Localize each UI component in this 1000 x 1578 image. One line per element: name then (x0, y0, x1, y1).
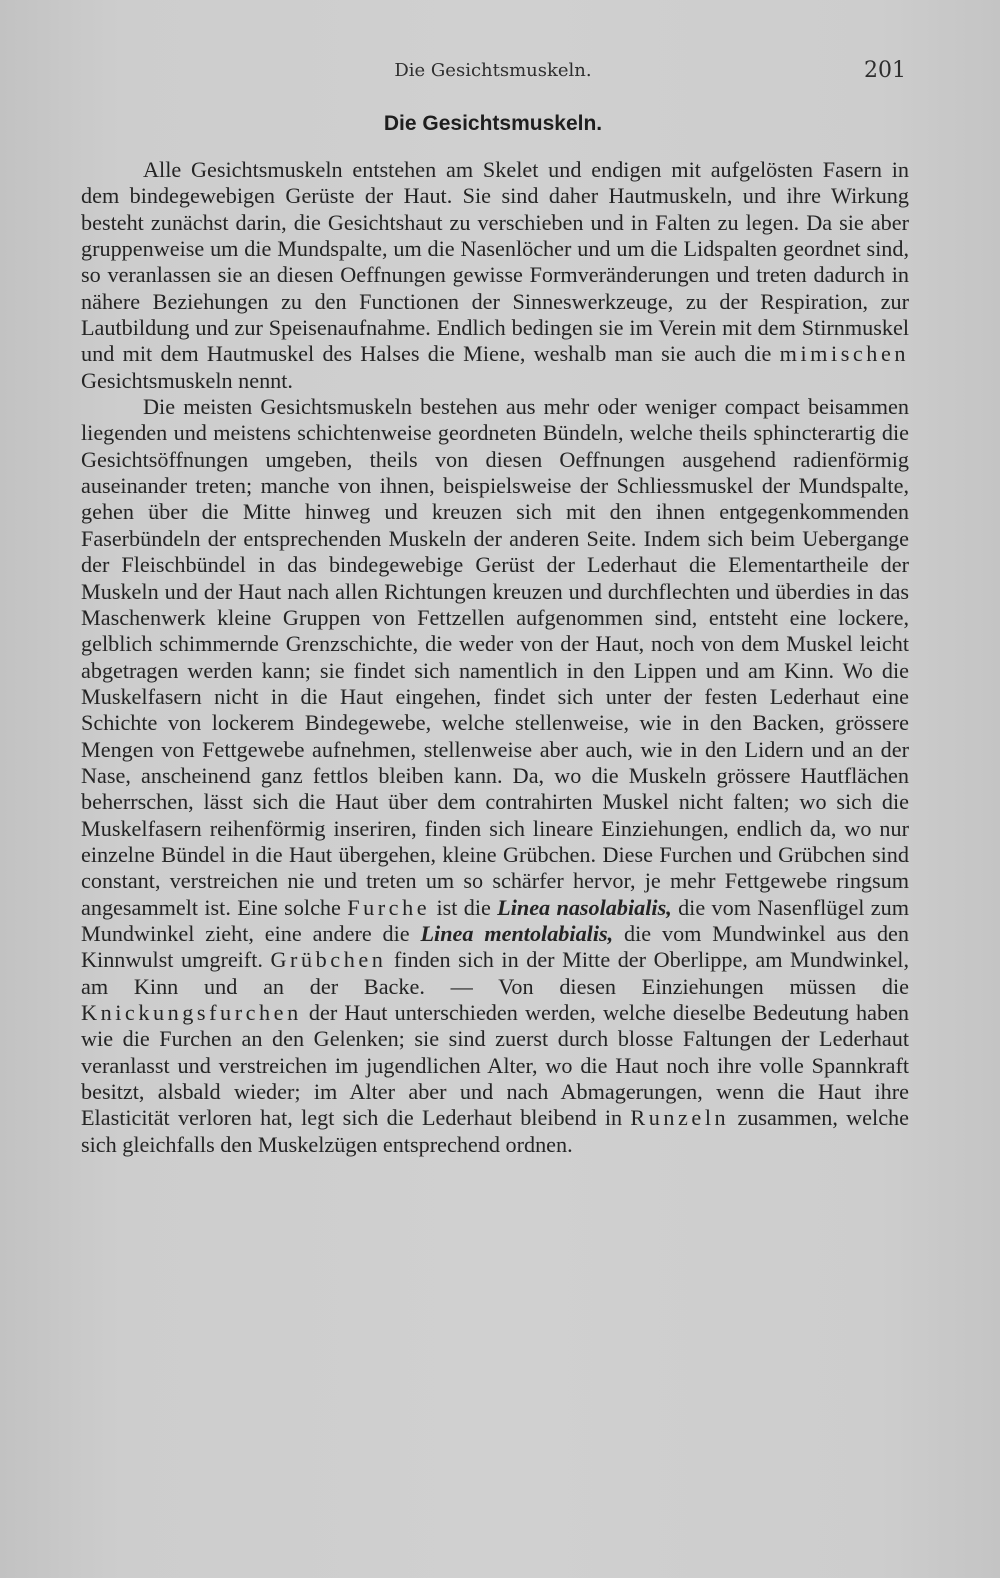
latin-term: Linea mentolabialis, (420, 920, 614, 946)
latin-term: Linea nasolabialis, (497, 894, 672, 920)
text-run: finden sich in der Mitte der Oberlippe, am Mundwinkel, am Kinn und an der Backe. — Von diesen Einziehungen müssen die (81, 947, 909, 999)
section-title: Die Gesichtsmuskeln. (383, 112, 603, 135)
spaced-term: Furche (347, 894, 431, 920)
page-number: 201 (864, 58, 906, 83)
spaced-term: Runzeln (630, 1105, 730, 1131)
body-text (81, 157, 909, 1158)
paragraph-1 (81, 157, 909, 394)
text-run: der Haut unterschieden werden, welche dieselbe Bedeutung haben wie die Furchen an den Gelenken; sie sind zuerst durch blosse Faltungen der Lederhaut veranlasst und verstreichen im jugendlichen Alter, wo die Haut noch ihre volle Spannkraft besitzt, alsbald wieder; im Alter aber und nach Abmagerungen, wenn die Haut ihre Elasticität verloren hat, legt sich die Lederhaut bleibend in (81, 1000, 909, 1131)
text-run: Alle Gesichtsmuskeln entstehen am Skelet und endigen mit aufgelösten Fasern in dem bindegewebigen Gerüste der Haut. Sie sind daher Hautmuskeln, und ihre Wirkung besteht zunächst darin, die Gesichtshaut zu verschieben und in Falten zu legen. Da sie aber gruppenweise um die Mundspalte, um die Nasenlöcher und um die Lidspalten geordnet sind, so veranlassen sie an diesen Oeffnungen gewisse Formveränderungen und treten dadurch in nähere Beziehungen zu den Functionen der Sinneswerkzeuge, zu der Respiration, zur Lautbildung und zur Speisenaufnahme. Endlich bedingen sie im Verein mit dem Stirnmuskel und mit dem Hautmuskel des Halses die Miene, weshalb man sie auch die (81, 157, 909, 367)
spaced-term: Knickungsfurchen (81, 1000, 302, 1025)
text-run: die vom Mundwinkel aus den Kinnwulst umgreift. (81, 920, 910, 973)
text-run: Die meisten Gesichtsmuskeln bestehen aus mehr oder weniger compact beisammen liegenden und meistens schichtenweise geordneten Bündeln, welche theils sphincterartig die Gesichtsöffnungen umgeben, theils von diesen Oeffnungen ausgehend radienförmig auseinander treten; manche von ihnen, beispielsweise der Schliessmuskel der Mundspalte, gehen über die Mitte hinweg und kreuzen sich mit den ihnen entgegenkommenden Faserbündeln der entsprechenden Muskeln der anderen Seite. Indem sich beim Uebergange der Fleischbündel in das bindegewebige Gerüst der Lederhaut die Elementartheile der Muskeln und der Haut nach allen Richtungen kreuzen und durchflechten und überdies in das Maschenwerk kleine Gruppen von Fettzellen aufgenommen sind, entsteht eine lockere, gelblich schimmernde Grenzschichte, die weder von der Haut, noch von dem Muskel leicht abgetragen werden kann; sie findet sich namentlich in den Lippen und am Kinn. Wo die Muskelfasern nicht in die Haut eingehen, findet sich unter der festen Lederhaut eine Schichte von lockerem Bindegewebe, welche stellenweise, wie in den Backen, grössere Mengen von Fettgewebe aufnehmen, stellenweise aber auch, wie in den Lidern und an der Nase, anscheinend ganz fettlos bleiben kann. Da, wo die Muskeln grössere Hautflächen beherrschen, lässt sich die Haut über dem contrahirten Muskel nicht falten; wo sich die Muskelfasern reihenförmig inseriren, finden sich lineare Einziehungen, endlich da, wo nur einzelne Bündel in die Haut übergehen, kleine Grübchen. Diese Furchen und Grübchen sind constant, verstreichen nie und treten um so schärfer hervor, je mehr Fettgewebe ringsum angesammelt ist. Eine solche (81, 394, 909, 920)
text-run: ist die (430, 894, 498, 920)
text-run: Gesichtsmuskeln nennt. (81, 367, 293, 393)
spaced-term: Grübchen (270, 947, 387, 973)
text-run: die vom Nasenflügel zum Mundwinkel zieht, eine andere die (81, 894, 909, 946)
running-head (80, 58, 906, 88)
running-title: Die Gesichtsmuskeln. (394, 60, 592, 81)
paragraph-2 (81, 394, 909, 1158)
spaced-term: mimischen (779, 341, 909, 367)
text-run: zusammen, welche sich gleichfalls den Muskelzügen entsprechend ordnen. (81, 1105, 909, 1157)
